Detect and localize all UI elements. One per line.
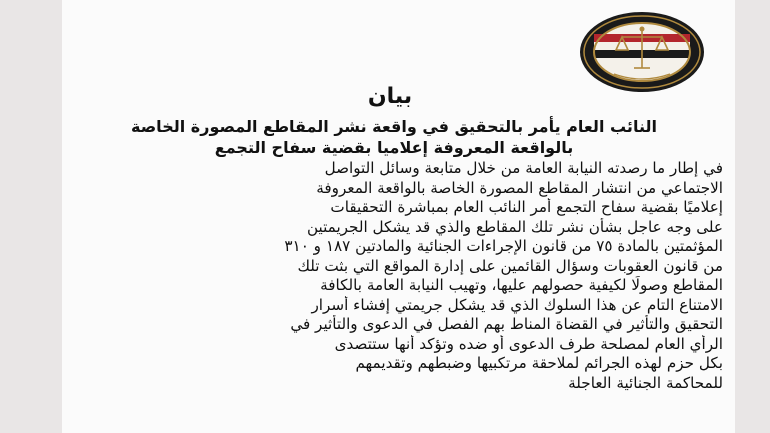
body-line: بكل حزم لهذه الجرائم لملاحقة مرتكبيها وضبطهم وتقديمهم (355, 354, 723, 372)
statement-subtitle-line: النائب العام يأمر بالتحقيق في واقعة نشر المقاطع المصورة الخاصة (131, 117, 657, 136)
body-line: من قانون العقوبات وسؤال القائمين على إدارة المواقع التي بثت تلك (297, 256, 723, 275)
statement-subtitle-line: بالواقعة المعروفة إعلاميا بقضية سفاح التجمع (214, 138, 574, 157)
body-line: الرأي العام لمصلحة طرف الدعوى أو ضده وتؤكد أنها ستتصدى (334, 334, 723, 353)
statement-title: بيان (367, 84, 413, 109)
body-line: في إطار ما رصدته النيابة العامة من خلال متابعة وسائل التواصل (324, 159, 723, 177)
body-line: على وجه عاجل بشأن نشر تلك المقاطع والذي قد يشكل الجريمتين (306, 217, 723, 236)
body-line: الاجتماعي من انتشار المقاطع المصورة الخاصة بالواقعة المعروفة (316, 178, 723, 197)
body-line: للمحاكمة الجنائية العاجلة (568, 373, 723, 392)
public-prosecution-emblem-icon (578, 10, 706, 94)
body-line: التحقيق والتأثير في القضاة المناط بهم الفصل في الدعوى والتأثير في (290, 315, 723, 333)
statement-body (96, 159, 723, 393)
body-line: الامتناع التام عن هذا السلوك الذي قد يشكل جريمتي إفشاء أسرار (311, 295, 723, 314)
body-line: المقاطع وصولًا لكيفية حصولهم عليها، وتهيب النيابة العامة بالكافة (320, 276, 723, 294)
body-line: المؤثمتين بالمادة ٧٥ من قانون الإجراءات الجنائية والمادتين ١٨٧ و ٣١٠ (284, 237, 723, 255)
body-line: إعلاميًا بقضية سفاح التجمع أمر النائب العام بمباشرة التحقيقات (330, 198, 723, 216)
